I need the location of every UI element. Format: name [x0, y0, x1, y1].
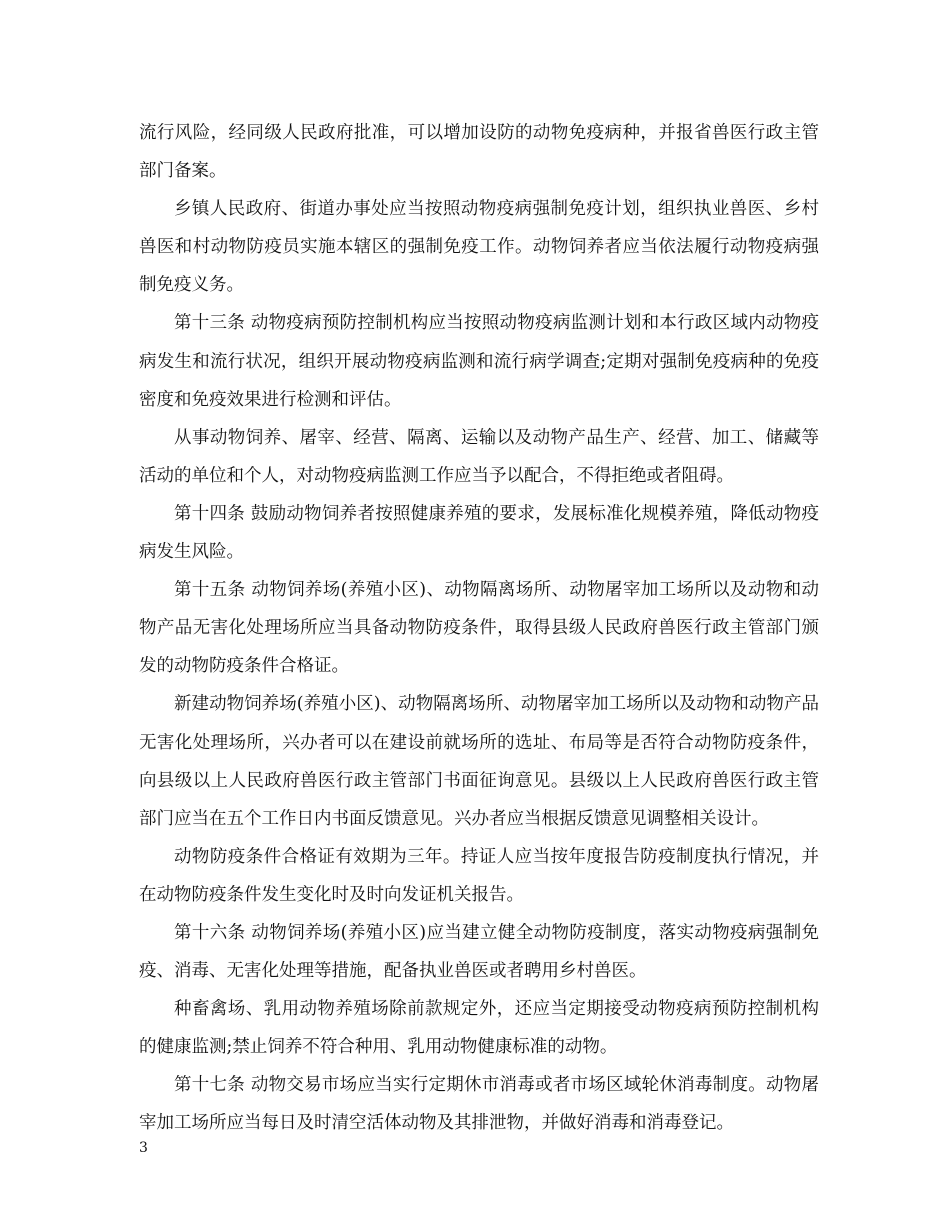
paragraph-township-immunization: 乡镇人民政府、街道办事处应当按照动物疫病强制免疫计划，组织执业兽医、乡村兽医和村动物防疫员实施本辖区的强制免疫工作。动物饲养者应当依法履行动物疫病强制免疫义务。 [139, 199, 819, 296]
page-number: 3 [139, 1140, 148, 1156]
paragraph-article-13: 第十三条 动物疫病预防控制机构应当按照动物疫病监测计划和本行政区域内动物疫病发生和流行状况，组织开展动物疫病监测和流行病学调查;定期对强制免疫病种的免疫密度和免疫效果进行检测和评估。 [139, 313, 819, 410]
body-text [139, 114, 819, 1143]
paragraph-article-16: 第十六条 动物饲养场(养殖小区)应当建立健全动物防疫制度，落实动物疫病强制免疫、消毒、无害化处理等措施，配备执业兽医或者聘用乡村兽医。 [139, 922, 819, 982]
paragraph-breeding-farms: 种畜禽场、乳用动物养殖场除前款规定外，还应当定期接受动物疫病预防控制机构的健康监测;禁止饲养不符合种用、乳用动物健康标准的动物。 [139, 999, 819, 1058]
paragraph-article-14: 第十四条 鼓励动物饲养者按照健康养殖的要求，发展标准化规模养殖，降低动物疫病发生风险。 [139, 503, 819, 563]
paragraph-article-17: 第十七条 动物交易市场应当实行定期休市消毒或者市场区域轮休消毒制度。动物屠宰加工场所应当每日及时清空活体动物及其排泄物，并做好消毒和消毒登记。 [139, 1075, 819, 1134]
paragraph-continuation: 流行风险，经同级人民政府批准，可以增加设防的动物免疫病种，并报省兽医行政主管部门备案。 [139, 123, 819, 182]
paragraph-certificate-validity: 动物防疫条件合格证有效期为三年。持证人应当按年度报告防疫制度执行情况，并在动物防疫条件发生变化时及时向发证机关报告。 [139, 846, 819, 905]
paragraph-article-15: 第十五条 动物饲养场(养殖小区)、动物隔离场所、动物屠宰加工场所以及动物和动物产品无害化处理场所应当具备动物防疫条件，取得县级人民政府兽医行政主管部门颁发的动物防疫条件合格证。 [139, 580, 819, 677]
paragraph-monitoring-cooperation: 从事动物饲养、屠宰、经营、隔离、运输以及动物产品生产、经营、加工、储藏等活动的单位和个人，对动物疫病监测工作应当予以配合，不得拒绝或者阻碍。 [139, 427, 819, 486]
paragraph-new-construction: 新建动物饲养场(养殖小区)、动物隔离场所、动物屠宰加工场所以及动物和动物产品无害化处理场所，兴办者可以在建设前就场所的选址、布局等是否符合动物防疫条件，向县级以上人民政府兽医行政主管部门书面征询意见。县级以上人民政府兽医行政主管部门应当在五个工作日内书面反馈意见。兴办者应当根据反馈意见调整相关设计。 [139, 694, 819, 829]
